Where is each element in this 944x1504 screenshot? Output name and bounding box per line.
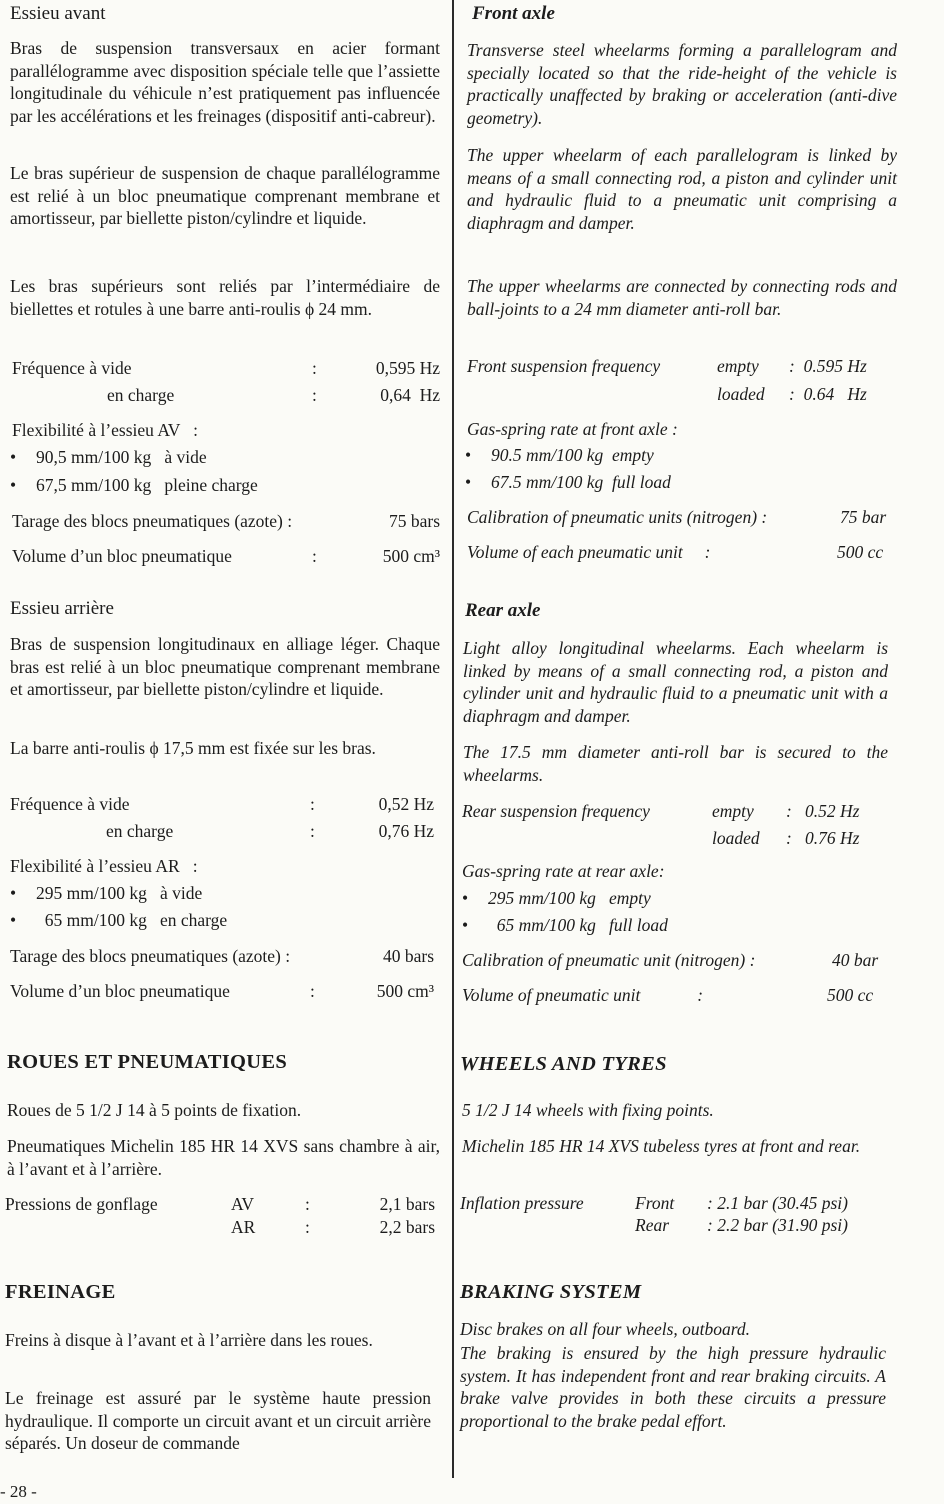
front-frequency-loaded-row-fr — [10, 384, 440, 408]
rear-axle-paragraph-1-fr: Bras de suspension longitudinaux en alliage léger. Chaque bras est relié à un bloc pneumatique comprenant membrane et amortisseur, par biellette piston/cylindre et liquide. — [10, 634, 440, 699]
colon: : — [312, 358, 317, 378]
rear-frequency-loaded-row-fr: en charge : 0,76 Hz — [106, 821, 434, 841]
frequency-label: Fréquence à vide — [12, 358, 132, 378]
rear-axle-paragraph-1-en: Light alloy longitudinal wheelarms. Each wheelarm is linked by means of a small connecting rod, a piston and cylinder unit and hydraulic fluid to a pneumatic unit with a diaphragm and damper. — [463, 638, 888, 726]
wheels-title-en: WHEELS AND TYRES — [460, 1053, 667, 1075]
front-axle-paragraph-2-fr: Le bras supérieur de suspension de chaque parallélogramme est relié à un bloc pneumatique comprenant membrane et amortisseur, par biellette piston/cylindre et liquide. — [10, 163, 440, 228]
rear-volume-row-fr: Volume d’un bloc pneumatique : 500 cm³ — [10, 981, 434, 1001]
front-tarage-row-fr: Tarage des blocs pneumatiques (azote) : 75 bars — [12, 511, 440, 531]
rear-axle-paragraph-2-en: The 17.5 mm diameter anti-roll bar is secured to the wheelarms. — [463, 742, 888, 785]
wheels-paragraph-2-fr: Pneumatiques Michelin 185 HR 14 XVS sans chambre à air, à l’avant et à l’arrière. — [7, 1136, 440, 1179]
brake-title-fr: FREINAGE — [5, 1281, 116, 1303]
rear-frequency-empty-row-en: Rear suspension frequency empty : 0.52 Hz — [462, 801, 860, 821]
pressure-rear-row-en: Rear : 2.2 bar (31.90 psi) — [635, 1215, 848, 1235]
brake-paragraph-2-fr: Le freinage est assuré par le système haute pression hydraulique. Il comporte un circuit avant et un circuit arrière séparés. Un doseur de commande — [5, 1388, 431, 1453]
brake-paragraph-1-fr: Freins à disque à l’avant et à l’arrière dans les roues. — [5, 1330, 373, 1350]
pressure-front-row-fr: Pressions de gonflage AV : 2,1 bars — [5, 1194, 435, 1214]
rear-axle-paragraph-2-fr: La barre anti-roulis ϕ 17,5 mm est fixée sur les bras. — [10, 738, 376, 758]
column-divider — [452, 0, 454, 1478]
wheels-title-fr: ROUES ET PNEUMATIQUES — [7, 1051, 288, 1073]
frequency-value: 0,595 Hz — [375, 358, 440, 378]
brake-paragraph-1-en: Disc brakes on all four wheels, outboard. — [460, 1319, 751, 1339]
colon: : — [305, 1217, 310, 1237]
front-calibration-row-en: Calibration of pneumatic units (nitrogen) : 75 bar — [467, 507, 887, 527]
front-axle-title-en: Front axle — [472, 3, 555, 24]
front-flex-label-fr: Flexibilité à l’essieu AV : — [12, 420, 199, 440]
colon: : — [312, 546, 317, 566]
rear-axle-title-fr: Essieu arrière — [10, 598, 114, 619]
front-axle-paragraph-2-en: The upper wheelarm of each parallelogram is linked by means of a small connecting rod, a piston and cylinder unit and hydraulic fluid to a pneumatic unit comprising a diaphragm and damper. — [467, 145, 897, 233]
front-volume-row-fr: Volume d’un bloc pneumatique : 500 cm³ — [12, 546, 440, 566]
colon: : — [312, 385, 317, 405]
rear-calibration-row-en: Calibration of pneumatic unit (nitrogen) : 40 bar — [462, 950, 879, 970]
front-axle-paragraph-1-en: Transverse steel wheelarms forming a parallelogram and specially located so that the ride-height of the vehicle is practically unaffected by braking or acceleration (anti-dive geometry). — [467, 40, 897, 128]
rear-axle-title-en: Rear axle — [465, 600, 541, 621]
pressure-rear-row-fr: AR : 2,2 bars — [231, 1217, 435, 1237]
frequency-value: 0,64 Hz — [380, 385, 440, 405]
colon: : — [310, 821, 315, 841]
rear-tarage-row-fr: Tarage des blocs pneumatiques (azote) : 40 bars — [10, 946, 434, 966]
colon: : — [310, 981, 315, 1001]
front-volume-row-en: Volume of each pneumatic unit : 500 cc — [467, 542, 884, 562]
colon: : — [305, 1194, 310, 1214]
front-gas-label-en: Gas-spring rate at front axle : — [467, 419, 678, 439]
front-axle-paragraph-1-fr: Bras de suspension transversaux en acier formant parallélogramme avec disposition spéciale telle que l’assiette longitudinale du véhicule n’est pratiquement pas influencée par les accélérations et les freinages (dispositif anti-cabreur). — [10, 38, 440, 126]
front-axle-title-fr: Essieu avant — [10, 3, 106, 24]
wheels-paragraph-1-en: 5 1/2 J 14 wheels with fixing points. — [462, 1100, 714, 1120]
rear-gas-label-en: Gas-spring rate at rear axle: — [462, 861, 665, 881]
wheels-paragraph-1-fr: Roues de 5 1/2 J 14 à 5 points de fixation. — [7, 1100, 302, 1120]
frequency-loaded-label: en charge — [107, 385, 175, 405]
brake-paragraph-2-en: The braking is ensured by the high pressure hydraulic system. It has independent front and rear braking circuits. A brake valve provides in both these circuits a pressure proportional to the brake pedal effort. — [460, 1343, 886, 1431]
brake-title-en: BRAKING SYSTEM — [460, 1281, 642, 1303]
colon: : — [310, 794, 315, 814]
front-axle-paragraph-3-fr: Les bras supérieurs sont reliés par l’intermédiaire de biellettes et rotules à une barre anti-roulis ϕ 24 mm. — [10, 276, 440, 319]
front-frequency-empty-row-fr — [10, 357, 440, 381]
rear-frequency-loaded-row-en: loaded : 0.76 Hz — [712, 828, 860, 848]
pressure-front-row-en: Inflation pressure Front : 2.1 bar (30.45 psi) — [460, 1193, 848, 1213]
front-axle-paragraph-3-en: The upper wheelarms are connected by connecting rods and ball-joints to a 24 mm diameter anti-roll bar. — [467, 276, 897, 319]
front-frequency-empty-row-en: Front suspension frequency empty : 0.595 Hz — [467, 356, 867, 376]
page-number: - 28 - — [0, 1482, 37, 1501]
rear-frequency-empty-row-fr: Fréquence à vide : 0,52 Hz — [10, 794, 434, 814]
front-frequency-loaded-row-en: loaded : 0.64 Hz — [717, 384, 867, 404]
wheels-paragraph-2-en: Michelin 185 HR 14 XVS tubeless tyres at front and rear. — [462, 1136, 861, 1156]
rear-flex-label-fr: Flexibilité à l’essieu AR : — [10, 856, 198, 876]
rear-volume-row-en: Volume of pneumatic unit : 500 cc — [462, 985, 874, 1005]
